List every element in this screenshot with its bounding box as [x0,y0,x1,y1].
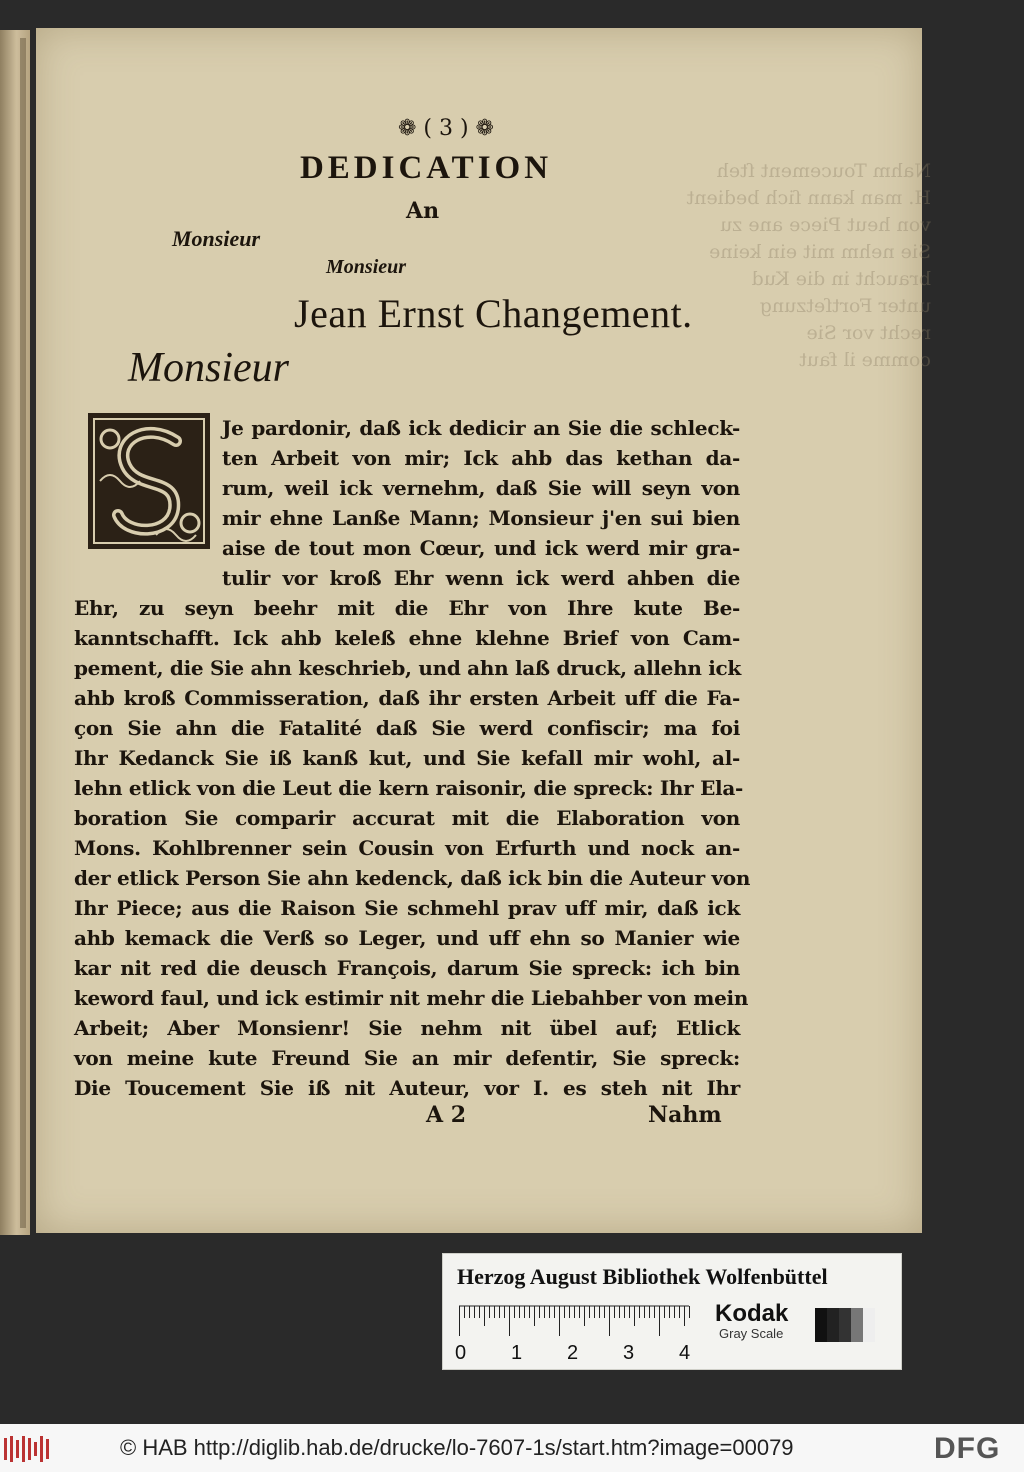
text-line: Je pardonir, daß ick dedicir an Sie die schleck- [222,416,740,440]
text-line: keword faul, und ick estimir nit mehr die Liebahber von mein [74,986,749,1010]
addressee-name: Jean Ernst Changement. [294,291,693,336]
scanned-page [36,28,931,1233]
text-line: ten Arbeit von mir; Ick ahb das kethan da- [222,446,740,470]
text-line: lehn etlick von die Leut die kern raisonir, die spreck: Ihr Ela- [74,776,743,800]
page-number-header: ❁ ( 3 ) ❁ [397,116,494,141]
text-line: kanntschafft. Ick ahb keleß ehne klehne Brief von Cam- [74,626,740,650]
dfg-logo: DFG [934,1432,1001,1465]
text-line: Ihr Piece; aus die Raison Sie schmehl prav uff mir, daß ick [74,896,740,920]
footer-bar [0,1424,1024,1472]
ruler-number: 3 [623,1342,635,1364]
ruler-number: 1 [511,1342,523,1364]
ruler-number: 0 [455,1342,467,1364]
bleed-through-text: Nahm Toucement ſteh H. man kann ſich bedient von heut Piece ane zu Sie nehm mit ein keine braucht in die Kud unter Fortſetzung recht vor Sie comme il faut [686,160,931,371]
text-line: Ehr, zu seyn beehr mit die Ehr von Ihre kute Be- [74,596,740,620]
hab-barcode-logo-icon [4,1436,52,1462]
text-line: kar nit red die deusch François, darum Sie spreck: ich bin [74,956,740,980]
text-line: tulir vor kroß Ehr wenn ick werd ahben die [222,566,740,590]
monsieur-heading-1: Monsieur [172,226,261,251]
ruler-number: 2 [567,1342,579,1364]
text-line: mir ehne Lanße Mann; Monsieur j'en sui bien [222,506,740,530]
text-line: Arbeit; Aber Monsienr! Sie nehm nit übel auf; Etlick [74,1016,740,1040]
page-title: DEDICATION [299,150,553,186]
text-line: Die Toucement Sie iß nit Auteur, vor I. es steh nit Ihr [74,1076,740,1100]
color-calibration-card [442,1253,902,1370]
gray-scale-label: Gray Scale [719,1326,784,1341]
text-line: rum, weil ick vernehm, daß Sie will seyn von [222,476,740,500]
library-name: Herzog August Bibliothek Wolfenbüttel [457,1264,828,1289]
signature-mark: A 2 [426,1102,467,1128]
text-line: ahb kemack die Verß so Leger, und uff ehn so Manier wie [74,926,740,950]
monsieur-heading-2: Monsieur [326,256,407,278]
decorated-initial-icon [86,411,212,551]
gray-swatch-icon [815,1308,875,1342]
text-line: der etlick Person Sie ahn kedenck, daß ick bin die Auteur von [74,866,751,890]
text-line: boration Sie comparir accurat mit die Elaboration von [74,806,740,830]
citation-link[interactable]: © HAB http://diglib.hab.de/drucke/lo-7607-1s/start.htm?image=00079 [120,1435,794,1460]
text-line: çon Sie ahn die Fatalité daß Sie werd confiscir; ma foi [74,716,740,740]
text-line: ahb kroß Commisseration, daß ihr ersten Arbeit uff die Fa- [74,686,740,710]
kodak-brand: Kodak [715,1300,789,1327]
ruler-number: 4 [679,1342,691,1364]
text-line: pement, die Sie ahn keschrieb, und ahn laß druck, allehn ick [74,656,741,680]
addressed-to: An [406,198,440,224]
left-page-edge [20,38,26,1228]
text-line: Ihr Kedanck Sie iß kanß kut, und Sie kefall mir wohl, al- [74,746,740,770]
ruler-scale-icon [459,1304,699,1344]
catchword: Nahm [648,1102,722,1128]
salutation: Monsieur [128,345,289,391]
text-line: von meine kute Freund Sie an mir defentir, Sie spreck: [74,1046,740,1070]
text-line: aise de tout mon Cœur, und ick werd mir gra- [222,536,740,560]
text-line: Mons. Kohlbrenner sein Cousin von Erfurth und nock an- [74,836,740,860]
